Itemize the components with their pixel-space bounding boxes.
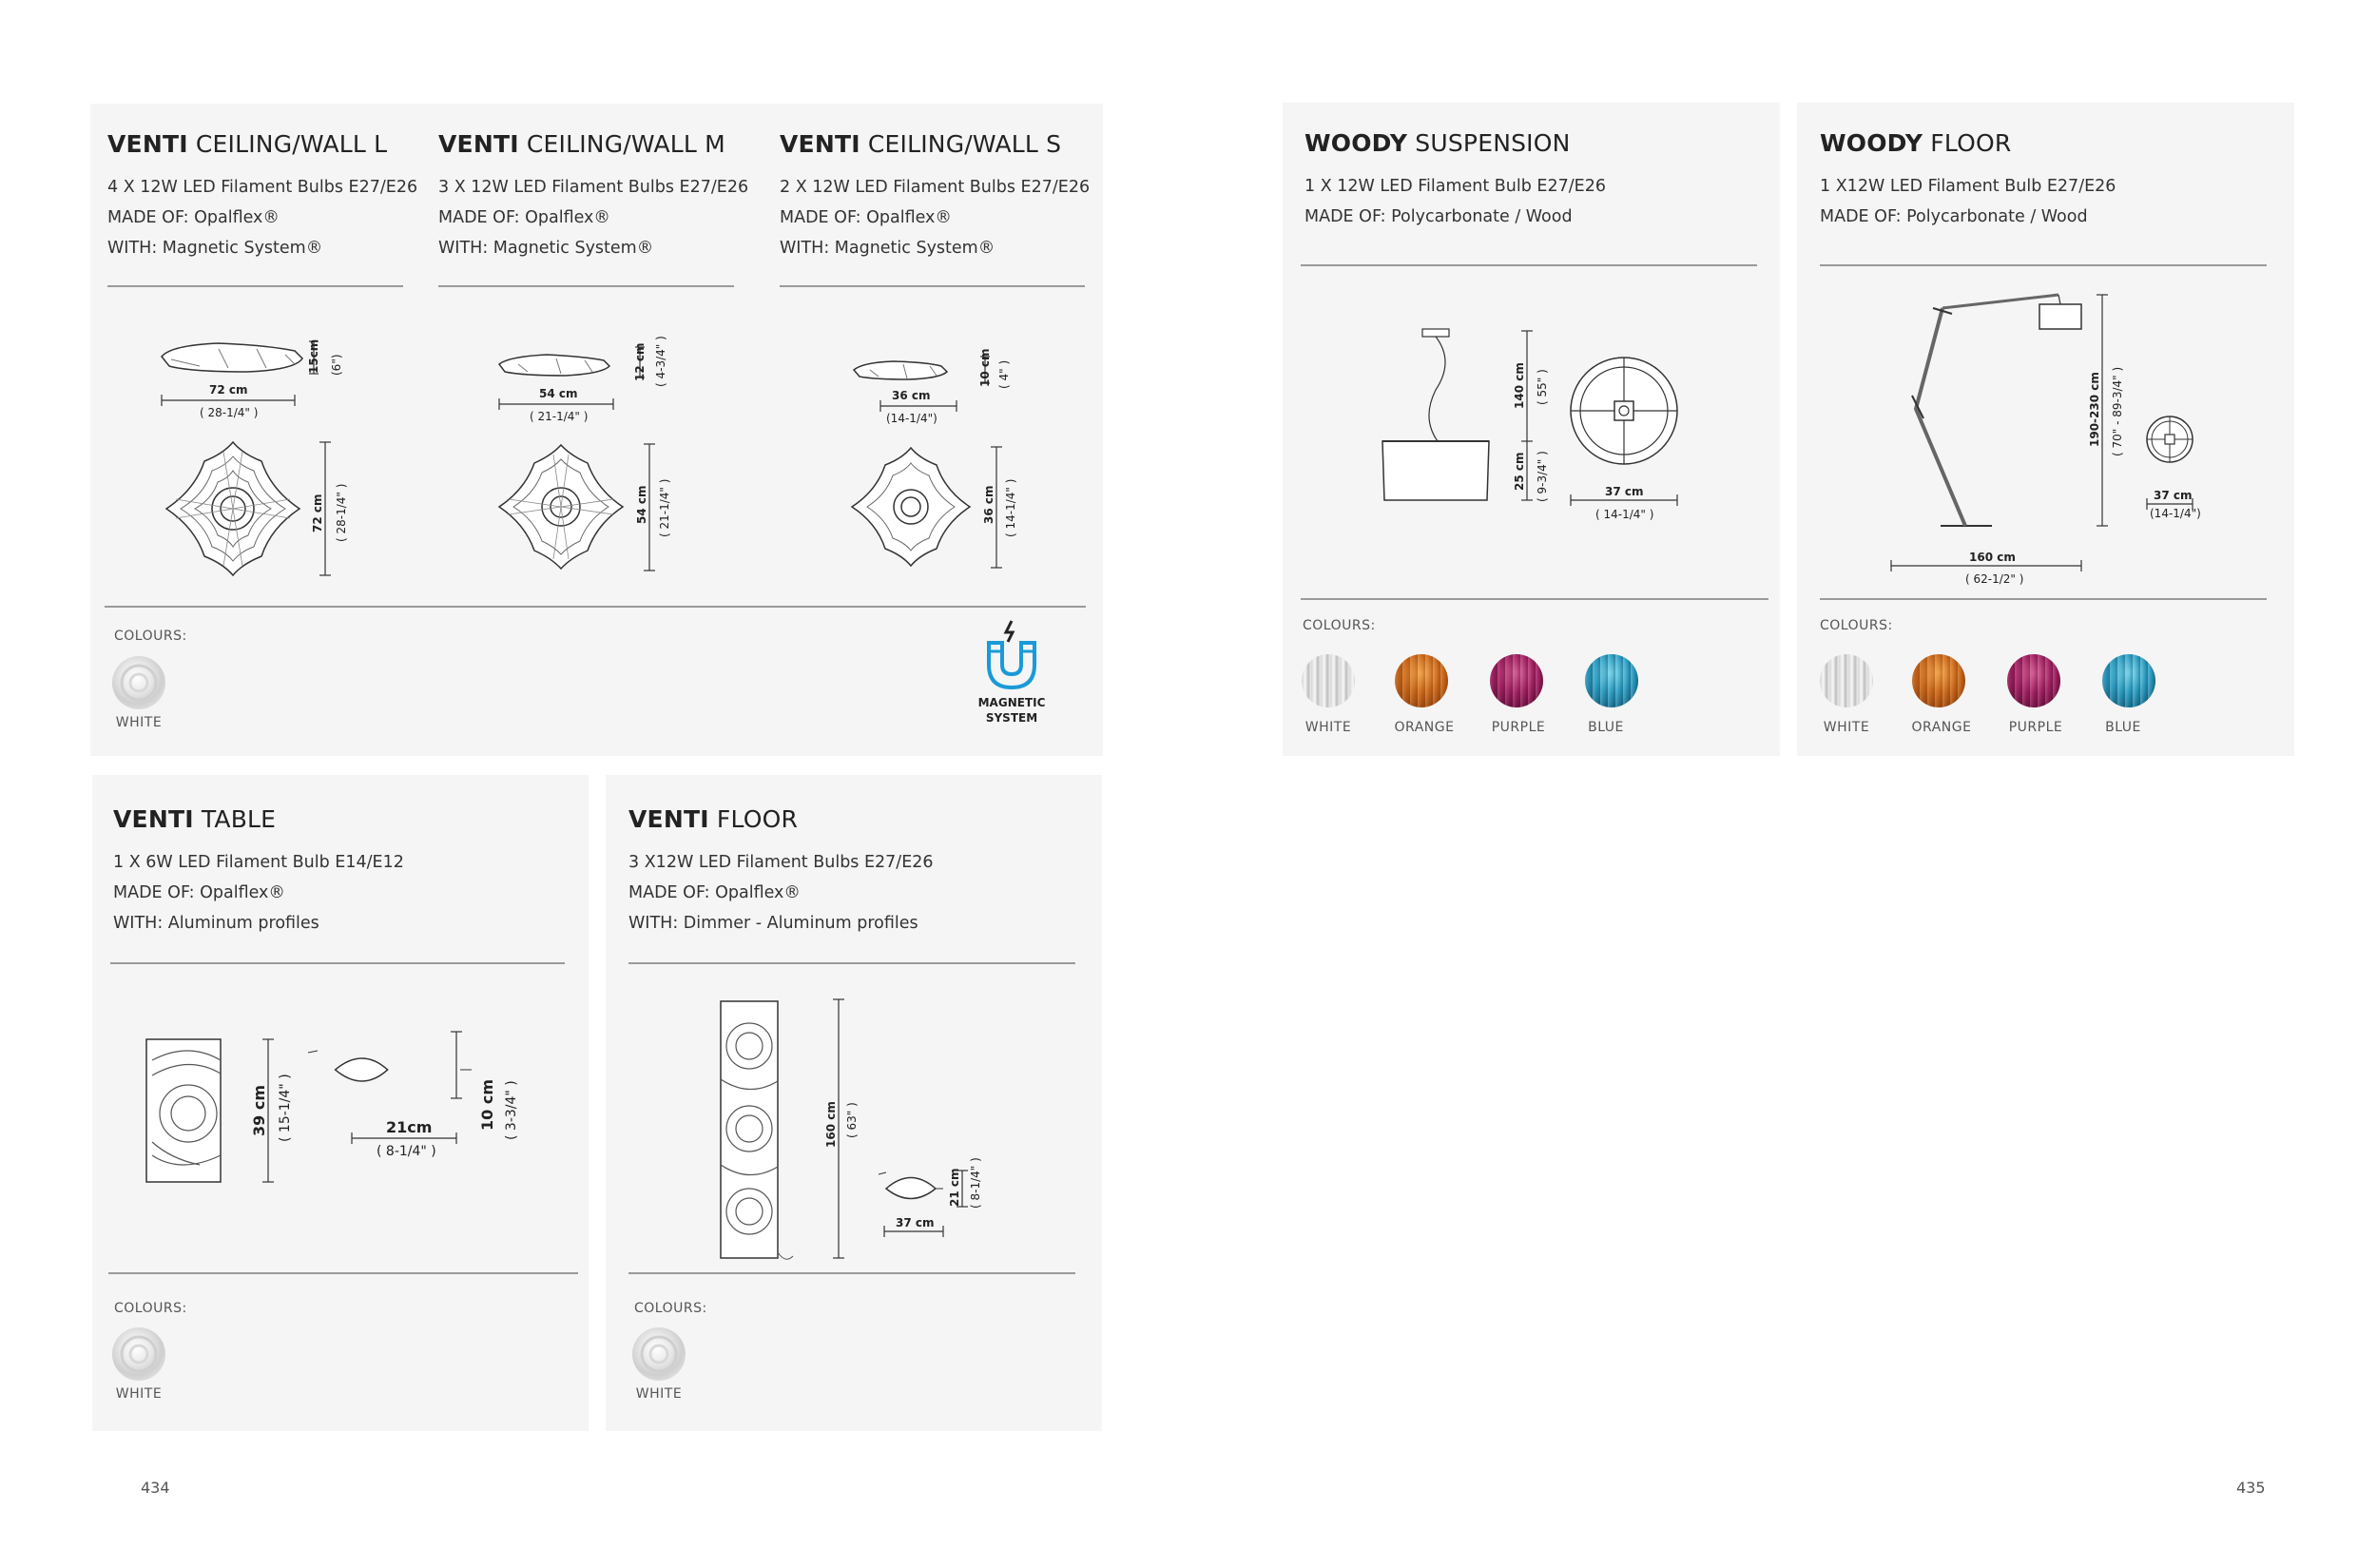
venti-s-dim-w-in: (14-1/4") xyxy=(886,412,937,425)
woody-susp-colours-rule xyxy=(1301,598,1768,600)
venti-m-dim-w: 54 cm xyxy=(539,387,578,400)
woody-floor-label-orange: ORANGE xyxy=(1911,720,1972,735)
venti-s-spec-bulbs: 2 X 12W LED Filament Bulbs E27/E26 xyxy=(780,178,1091,197)
venti-table-colours-rule xyxy=(108,1272,578,1274)
venti-l-spec-material: MADE OF: Opalflex® xyxy=(107,208,280,227)
woody-susp-label-purple: PURPLE xyxy=(1491,720,1546,735)
venti-m-spec-with: WITH: Magnetic System® xyxy=(438,239,654,258)
venti-s-top-shape xyxy=(852,448,970,566)
page-number-left: 434 xyxy=(141,1479,170,1497)
venti-m-rule xyxy=(438,285,734,287)
venti-s-dim-side: 36 cm xyxy=(982,485,995,524)
venti-l-dim-side-in: ( 28-1/4" ) xyxy=(335,483,348,542)
magnet-icon xyxy=(981,619,1044,690)
venti-floor-colours-label: COLOURS: xyxy=(634,1301,707,1316)
woody-susp-label-orange: ORANGE xyxy=(1394,720,1455,735)
venti-floor-drawing xyxy=(704,994,1017,1262)
woody-susp-top-view xyxy=(1571,358,1677,464)
venti-l-dim-side: 72 cm xyxy=(311,494,324,532)
venti-table-dim-w: 21cm xyxy=(386,1118,433,1136)
venti-table-swatch-white[interactable] xyxy=(112,1327,165,1381)
venti-m-dim-side-in: ( 21-1/4" ) xyxy=(658,478,671,537)
woody-floor-block xyxy=(1820,129,2116,232)
venti-l-top-shape xyxy=(166,442,300,575)
venti-floor-rule xyxy=(628,962,1075,964)
woody-floor-colours-label: COLOURS: xyxy=(1820,618,1893,633)
venti-l-title: VENTI CEILING/WALL L xyxy=(107,130,388,158)
woody-susp-colours-label: COLOURS: xyxy=(1303,618,1376,633)
woody-floor-label-blue: BLUE xyxy=(2105,720,2141,735)
venti-m-dim-side: 54 cm xyxy=(635,485,648,524)
venti-floor-spec-material: MADE OF: Opalflex® xyxy=(628,883,801,902)
woody-susp-swatch-purple[interactable] xyxy=(1490,654,1543,707)
woody-susp-drawing xyxy=(1369,323,1702,523)
venti-table-drawing xyxy=(143,1032,519,1193)
venti-s-drawing xyxy=(846,347,1036,580)
venti-table-dim-w-in: ( 8-1/4" ) xyxy=(377,1144,436,1159)
venti-table-spec-bulbs: 1 X 6W LED Filament Bulb E14/E12 xyxy=(113,853,404,872)
venti-s-title: VENTI CEILING/WALL S xyxy=(780,130,1062,158)
venti-floor-dim-d-in: ( 8-1/4" ) xyxy=(969,1157,982,1209)
venti-m-spec-bulbs: 3 X 12W LED Filament Bulbs E27/E26 xyxy=(438,178,749,197)
venti-s-dim-h-in: ( 4" ) xyxy=(997,359,1011,389)
venti-table-dim-d-in: ( 3-3/4" ) xyxy=(504,1080,519,1140)
woody-floor-top-view xyxy=(2147,416,2193,462)
page-number-right: 435 xyxy=(2236,1479,2266,1497)
venti-table-block xyxy=(113,805,404,939)
venti-floor-spec-with: WITH: Dimmer - Aluminum profiles xyxy=(628,914,918,933)
venti-floor-dim-w: 37 cm xyxy=(896,1216,935,1229)
woody-susp-spec-material: MADE OF: Polycarbonate / Wood xyxy=(1304,207,1573,226)
woody-susp-swatch-orange[interactable] xyxy=(1395,654,1448,707)
woody-floor-spec-bulbs: 1 X12W LED Filament Bulb E27/E26 xyxy=(1820,177,2116,196)
venti-table-colours-label: COLOURS: xyxy=(114,1301,187,1316)
woody-susp-swatch-blue[interactable] xyxy=(1585,654,1638,707)
woody-floor-swatch-orange[interactable] xyxy=(1912,654,1965,707)
venti-l-dim-h: 15cm xyxy=(307,339,320,374)
woody-susp-dim-h2: 25 cm xyxy=(1513,452,1526,491)
venti-m-block xyxy=(438,130,748,263)
venti-m-title: VENTI CEILING/WALL M xyxy=(438,130,725,158)
venti-s-dim-side-in: ( 14-1/4" ) xyxy=(1004,478,1017,537)
woody-susp-dim-h1-in: ( 55" ) xyxy=(1536,369,1549,405)
venti-floor-dim-h: 160 cm xyxy=(824,1101,838,1148)
venti-s-dim-h: 10 cm xyxy=(978,348,992,387)
venti-swirl-icon xyxy=(112,1327,165,1381)
venti-l-dim-h-in: (6") xyxy=(330,354,343,376)
woody-floor-rule xyxy=(1820,264,2267,266)
venti-l-block xyxy=(107,130,417,263)
venti-m-top-shape xyxy=(499,445,623,569)
venti-s-spec-material: MADE OF: Opalflex® xyxy=(780,208,952,227)
venti-m-drawing xyxy=(490,338,689,580)
woody-floor-swatch-blue[interactable] xyxy=(2102,654,2155,707)
woody-susp-rule xyxy=(1301,264,1757,266)
venti-s-dim-w: 36 cm xyxy=(892,389,931,402)
woody-floor-label-purple: PURPLE xyxy=(2008,720,2063,735)
woody-floor-spec-material: MADE OF: Polycarbonate / Wood xyxy=(1820,207,2088,226)
woody-susp-swatch-white[interactable] xyxy=(1302,654,1355,707)
venti-l-drawing xyxy=(152,328,361,585)
venti-table-title: VENTI TABLE xyxy=(113,805,277,833)
venti-m-spec-material: MADE OF: Opalflex® xyxy=(438,208,610,227)
venti-table-dim-h: 39 cm xyxy=(250,1085,268,1136)
woody-susp-dim-h1: 140 cm xyxy=(1513,362,1526,409)
venti-table-dim-d: 10 cm xyxy=(478,1079,496,1131)
venti-floor-dim-h-in: ( 63" ) xyxy=(845,1102,859,1138)
venti-swirl-icon xyxy=(632,1327,686,1381)
woody-floor-drawing xyxy=(1887,285,2249,590)
woody-susp-dim-h2-in: ( 9-3/4" ) xyxy=(1536,451,1549,502)
woody-susp-label-white: WHITE xyxy=(1304,720,1352,735)
woody-floor-dim-w: 160 cm xyxy=(1969,551,2016,564)
venti-m-dim-h: 12 cm xyxy=(633,342,647,381)
woody-floor-label-white: WHITE xyxy=(1823,720,1870,735)
venti-floor-swatch-white[interactable] xyxy=(632,1327,686,1381)
venti-m-dim-w-in: ( 21-1/4" ) xyxy=(530,410,589,423)
venti-table-swatch-label: WHITE xyxy=(115,1386,163,1402)
venti-l-rule xyxy=(107,285,403,287)
venti-floor-spec-bulbs: 3 X12W LED Filament Bulbs E27/E26 xyxy=(628,853,934,872)
venti-table-rule xyxy=(110,962,565,964)
woody-floor-dim-w-in: ( 62-1/2" ) xyxy=(1965,572,2024,586)
venti-cw-swatch-label: WHITE xyxy=(115,715,163,730)
venti-s-block xyxy=(780,130,1090,263)
woody-floor-title: WOODY FLOOR xyxy=(1820,129,2012,157)
venti-l-dim-w: 72 cm xyxy=(209,383,248,397)
venti-table-spec-with: WITH: Aluminum profiles xyxy=(113,914,319,933)
venti-l-spec-bulbs: 4 X 12W LED Filament Bulbs E27/E26 xyxy=(107,178,418,197)
woody-susp-block xyxy=(1304,129,1606,232)
magnetic-system-label: MAGNETIC SYSTEM xyxy=(977,696,1046,725)
venti-table-dim-h-in: ( 15-1/4" ) xyxy=(278,1074,293,1142)
venti-swirl-icon xyxy=(112,656,165,709)
venti-floor-swatch-label: WHITE xyxy=(635,1386,683,1402)
woody-susp-spec-bulbs: 1 X 12W LED Filament Bulb E27/E26 xyxy=(1304,177,1606,196)
venti-s-spec-with: WITH: Magnetic System® xyxy=(780,239,995,258)
woody-floor-dim-h-in: ( 70" - 89-3/4" ) xyxy=(2111,366,2124,456)
venti-floor-block xyxy=(628,805,934,939)
woody-floor-dim-d: 37 cm xyxy=(2154,489,2193,502)
woody-floor-dim-d-in: (14-1/4") xyxy=(2150,507,2201,520)
venti-s-rule xyxy=(780,285,1085,287)
woody-susp-label-blue: BLUE xyxy=(1588,720,1624,735)
venti-l-dim-w-in: ( 28-1/4" ) xyxy=(200,406,259,419)
venti-m-dim-h-in: ( 4-3/4" ) xyxy=(654,336,667,387)
venti-cw-swatch-white[interactable] xyxy=(112,656,165,709)
venti-l-spec-with: WITH: Magnetic System® xyxy=(107,239,323,258)
woody-floor-dim-h: 190-230 cm xyxy=(2088,372,2101,447)
venti-floor-dim-d: 21 cm xyxy=(948,1168,961,1207)
venti-table-spec-material: MADE OF: Opalflex® xyxy=(113,883,285,902)
woody-floor-colours-rule xyxy=(1820,598,2267,600)
venti-cw-colours-label: COLOURS: xyxy=(114,629,187,644)
woody-floor-swatch-purple[interactable] xyxy=(2007,654,2060,707)
venti-floor-title: VENTI FLOOR xyxy=(628,805,799,833)
woody-floor-swatch-white[interactable] xyxy=(1820,654,1873,707)
woody-susp-dim-w: 37 cm xyxy=(1605,485,1644,498)
woody-susp-dim-w-in: ( 14-1/4" ) xyxy=(1595,508,1654,521)
woody-susp-title: WOODY SUSPENSION xyxy=(1304,129,1571,157)
venti-floor-colours-rule xyxy=(628,1272,1075,1274)
venti-cw-colours-rule xyxy=(105,606,1086,608)
